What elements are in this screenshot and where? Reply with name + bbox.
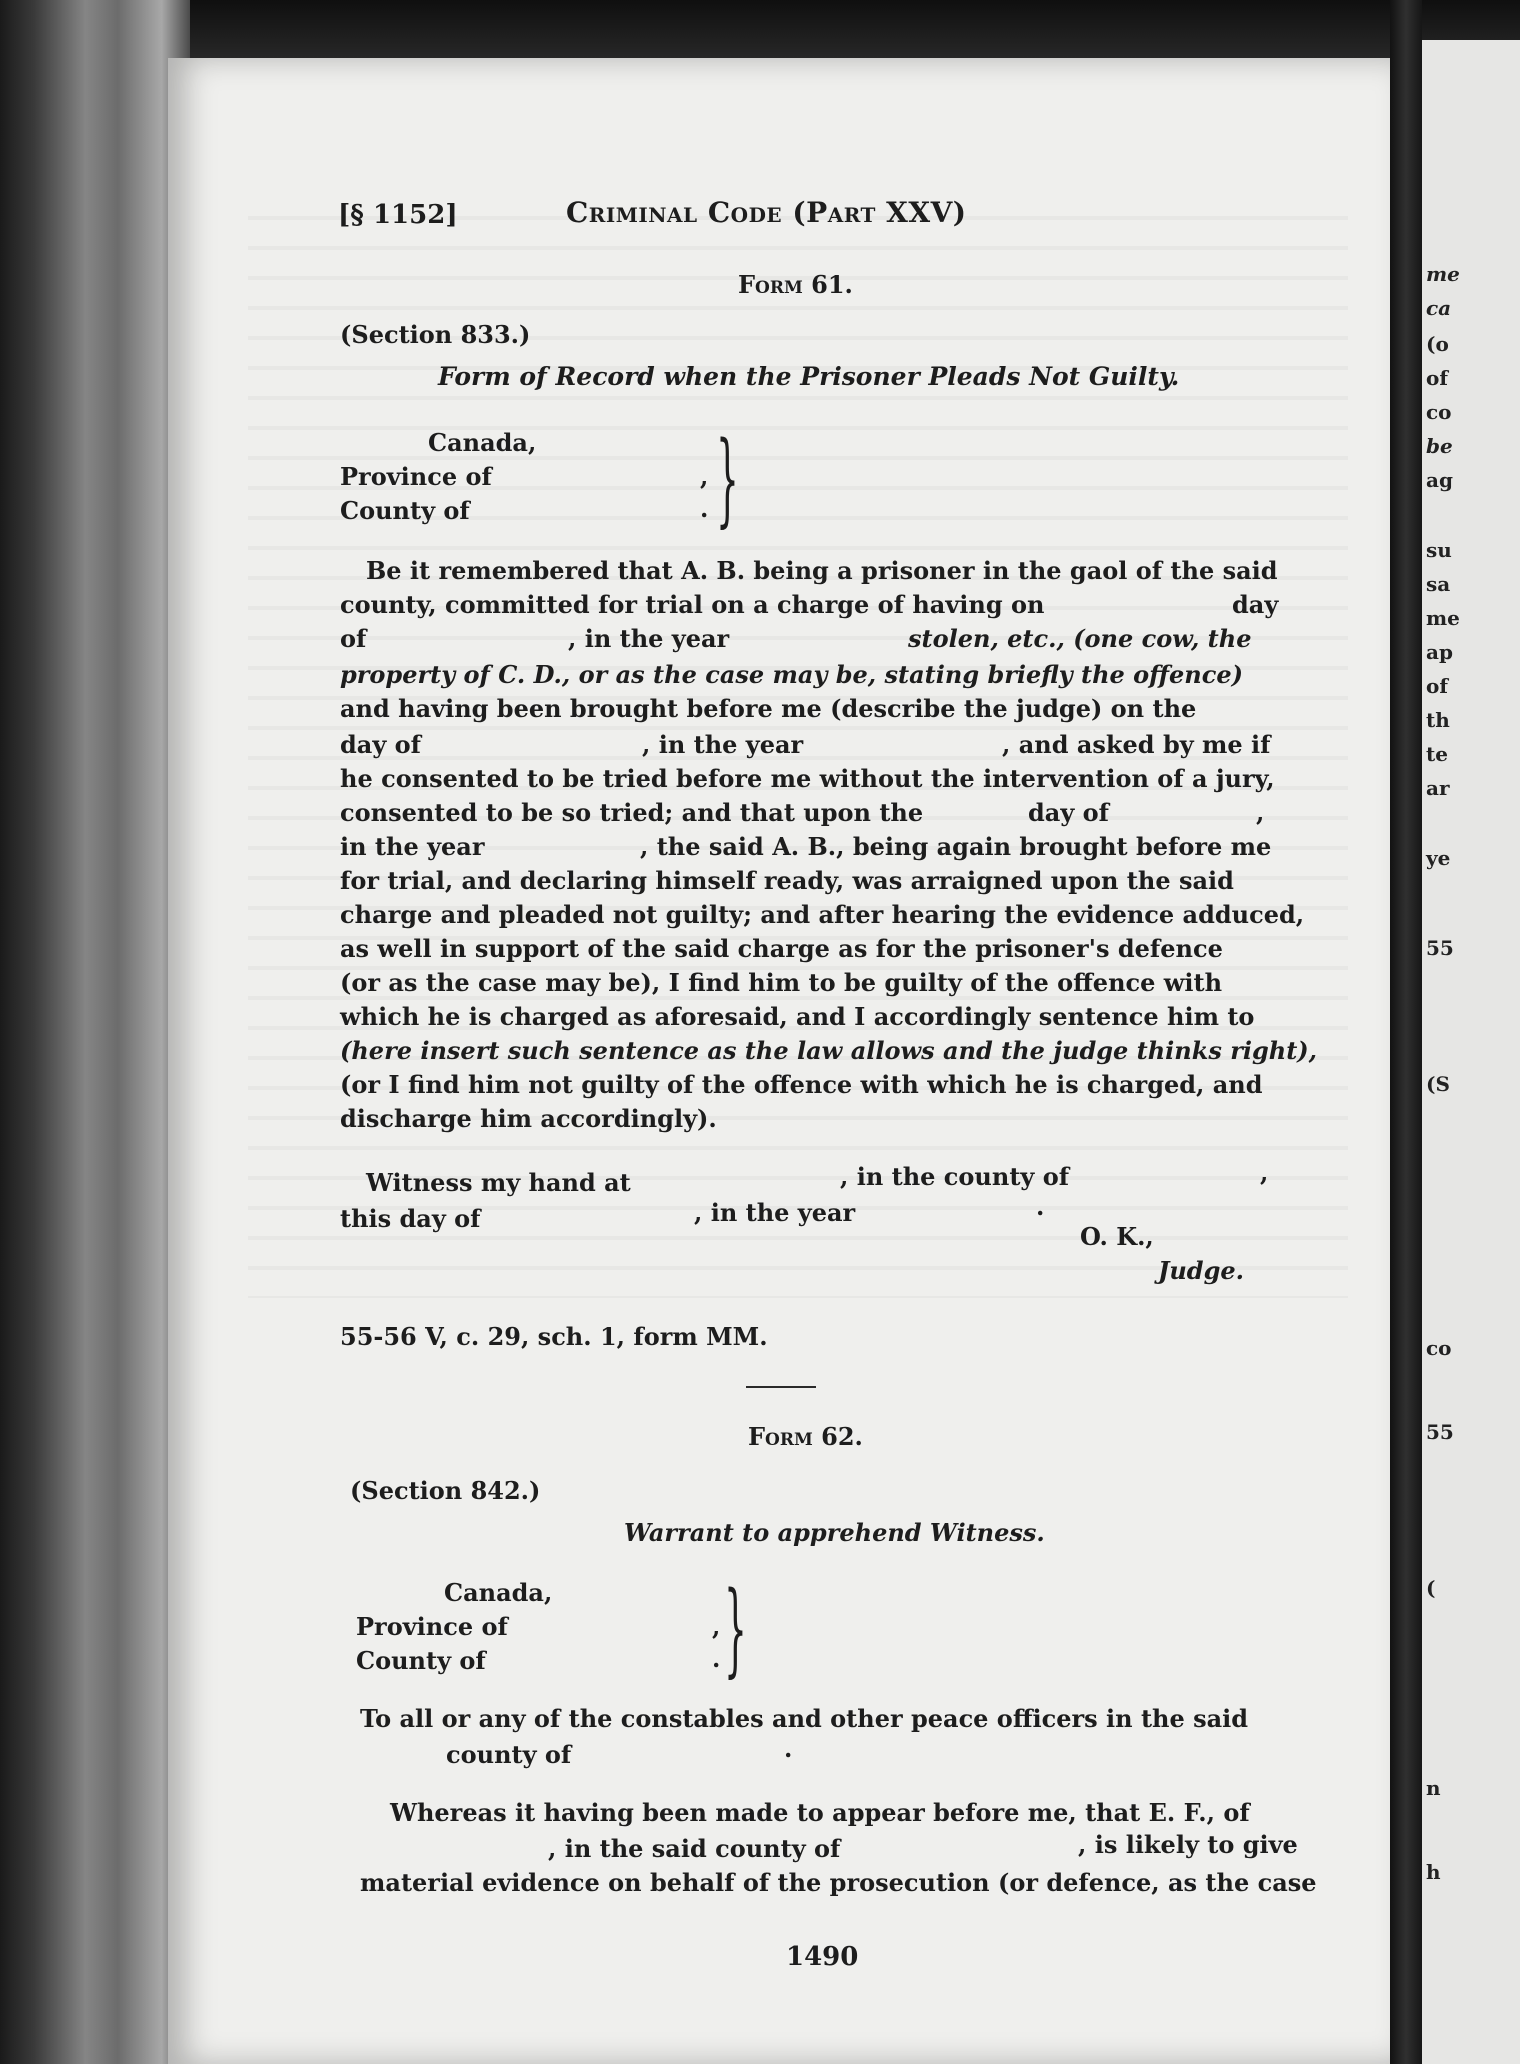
facing-fragment: h	[1426, 1860, 1441, 1884]
form-62-venue-county: County of	[356, 1646, 486, 1675]
form-62-venue-period: .	[712, 1644, 721, 1673]
form-61-body-line-6b: , in the year	[642, 730, 804, 759]
facing-fragment: co	[1426, 400, 1452, 424]
form-62-body-line-3: Whereas it having been made to appear before me, that E. F., of	[390, 1798, 1250, 1827]
form-62-heading: Warrant to apprehend Witness.	[624, 1518, 1045, 1547]
form-61-body-line-5: and having been brought before me (describe the judge) on the	[340, 694, 1197, 723]
facing-fragment: te	[1426, 742, 1448, 766]
facing-fragment: ca	[1426, 296, 1452, 320]
form-61-witness-1c: ,	[1260, 1158, 1269, 1187]
form-61-venue-period: .	[700, 494, 709, 523]
form-61-body-line-15: (here insert such sentence as the law allows and the judge thinks right),	[340, 1036, 1318, 1065]
form-61-title: Form 61.	[738, 270, 853, 299]
form-61-body-line-3a: of	[340, 624, 367, 653]
form-61-signature: O. K.,	[1080, 1222, 1154, 1251]
form-62-body-line-2b: .	[784, 1734, 793, 1763]
form-62-title: Form 62.	[748, 1422, 863, 1451]
facing-fragment: ag	[1426, 468, 1453, 492]
form-61-body-line-9a: in the year	[340, 832, 485, 861]
facing-fragment: ar	[1426, 776, 1450, 800]
facing-fragment: be	[1426, 434, 1453, 458]
section-reference: [§ 1152]	[338, 200, 458, 230]
facing-fragment: (S	[1426, 1072, 1450, 1096]
form-61-body-line-12: as well in support of the said charge as for the prisoner's defence	[340, 934, 1223, 963]
form-61-body-line-16: (or I find him not guilty of the offence with which he is charged, and	[340, 1070, 1263, 1099]
form-61-body-line-4: property of C. D., or as the case may be, stating briefly the offence)	[340, 660, 1243, 689]
running-title: Criminal Code (Part XXV)	[566, 196, 967, 229]
form-61-body-line-1: Be it remembered that A. B. being a prisoner in the gaol of the said	[366, 556, 1278, 585]
form-61-body-line-3b: , in the year	[568, 624, 730, 653]
form-61-venue-canada: Canada,	[428, 428, 537, 457]
facing-fragment: sa	[1426, 572, 1451, 596]
form-61-body-line-10: for trial, and declaring himself ready, was arraigned upon the said	[340, 866, 1234, 895]
form-62-venue-brace: }	[724, 1574, 747, 1689]
form-61-body-line-9b: , the said A. B., being again brought before me	[640, 832, 1272, 861]
facing-fragment: 55	[1426, 1420, 1454, 1444]
section-divider	[746, 1386, 816, 1388]
form-61-venue-comma: ,	[700, 462, 709, 491]
form-61-citation: 55-56 V, c. 29, sch. 1, form MM.	[340, 1322, 768, 1351]
form-61-body-line-8b: day of	[1028, 798, 1109, 827]
form-61-body-line-6a: day of	[340, 730, 421, 759]
facing-fragment: su	[1426, 538, 1452, 562]
form-62-venue-comma: ,	[712, 1612, 721, 1641]
form-62-venue-canada: Canada,	[444, 1578, 553, 1607]
form-61-body-line-11: charge and pleaded not guilty; and after hearing the evidence adduced,	[340, 900, 1305, 929]
form-61-section: (Section 833.)	[340, 320, 531, 349]
form-62-body-line-4a: , in the said county of	[548, 1834, 841, 1863]
form-61-witness-2a: this day of	[340, 1204, 481, 1233]
form-61-signature-role: Judge.	[1158, 1256, 1244, 1285]
form-61-body-line-17: discharge him accordingly).	[340, 1104, 717, 1133]
facing-fragment: of	[1426, 674, 1448, 698]
form-61-witness-2b: , in the year	[694, 1198, 856, 1227]
facing-fragment: n	[1426, 1776, 1441, 1800]
form-61-venue-county: County of	[340, 496, 470, 525]
facing-fragment: ye	[1426, 846, 1451, 870]
form-61-heading: Form of Record when the Prisoner Pleads Not Guilty.	[438, 362, 1180, 391]
form-62-body-line-2a: county of	[446, 1740, 572, 1769]
form-61-body-line-2a: county, committed for trial on a charge of having on	[340, 590, 1045, 619]
facing-fragment: me	[1426, 606, 1460, 630]
book-page	[168, 58, 1390, 2064]
facing-fragment: 55	[1426, 936, 1454, 960]
book-page-edges	[0, 0, 190, 2064]
form-61-witness-2c: .	[1036, 1192, 1045, 1221]
page-number: 1490	[786, 1942, 859, 1972]
facing-fragment: of	[1426, 366, 1448, 390]
form-61-body-line-6c: , and asked by me if	[1002, 730, 1271, 759]
form-61-body-line-13: (or as the case may be), I find him to be guilty of the offence with	[340, 968, 1223, 997]
facing-fragment: (	[1426, 1576, 1436, 1600]
book-gutter	[1390, 0, 1422, 2064]
form-61-venue-brace: }	[716, 424, 739, 539]
facing-page-fragment	[1422, 40, 1520, 2064]
form-61-venue-province: Province of	[340, 462, 492, 491]
form-61-body-line-8c: ,	[1256, 798, 1265, 827]
facing-fragment: (o	[1426, 332, 1449, 356]
form-61-body-line-3c: stolen, etc., (one cow, the	[908, 624, 1252, 653]
form-62-body-line-4b: , is likely to give	[1078, 1830, 1298, 1859]
form-61-body-line-14: which he is charged as aforesaid, and I accordingly sentence him to	[340, 1002, 1255, 1031]
facing-fragment: me	[1426, 262, 1460, 286]
facing-fragment: ap	[1426, 640, 1453, 664]
form-61-body-line-8a: consented to be so tried; and that upon the	[340, 798, 924, 827]
facing-fragment: co	[1426, 1336, 1452, 1360]
form-61-witness-1a: Witness my hand at	[366, 1168, 631, 1197]
form-62-body-line-1: To all or any of the constables and other peace officers in the said	[360, 1704, 1249, 1733]
form-62-venue-province: Province of	[356, 1612, 508, 1641]
form-61-witness-1b: , in the county of	[840, 1162, 1070, 1191]
facing-fragment: th	[1426, 708, 1450, 732]
form-61-body-line-2b: day	[1232, 590, 1279, 619]
form-62-section: (Section 842.)	[350, 1476, 541, 1505]
form-61-body-line-7: he consented to be tried before me without the intervention of a jury,	[340, 764, 1275, 793]
form-62-body-line-5: material evidence on behalf of the prosecution (or defence, as the case	[360, 1868, 1317, 1897]
